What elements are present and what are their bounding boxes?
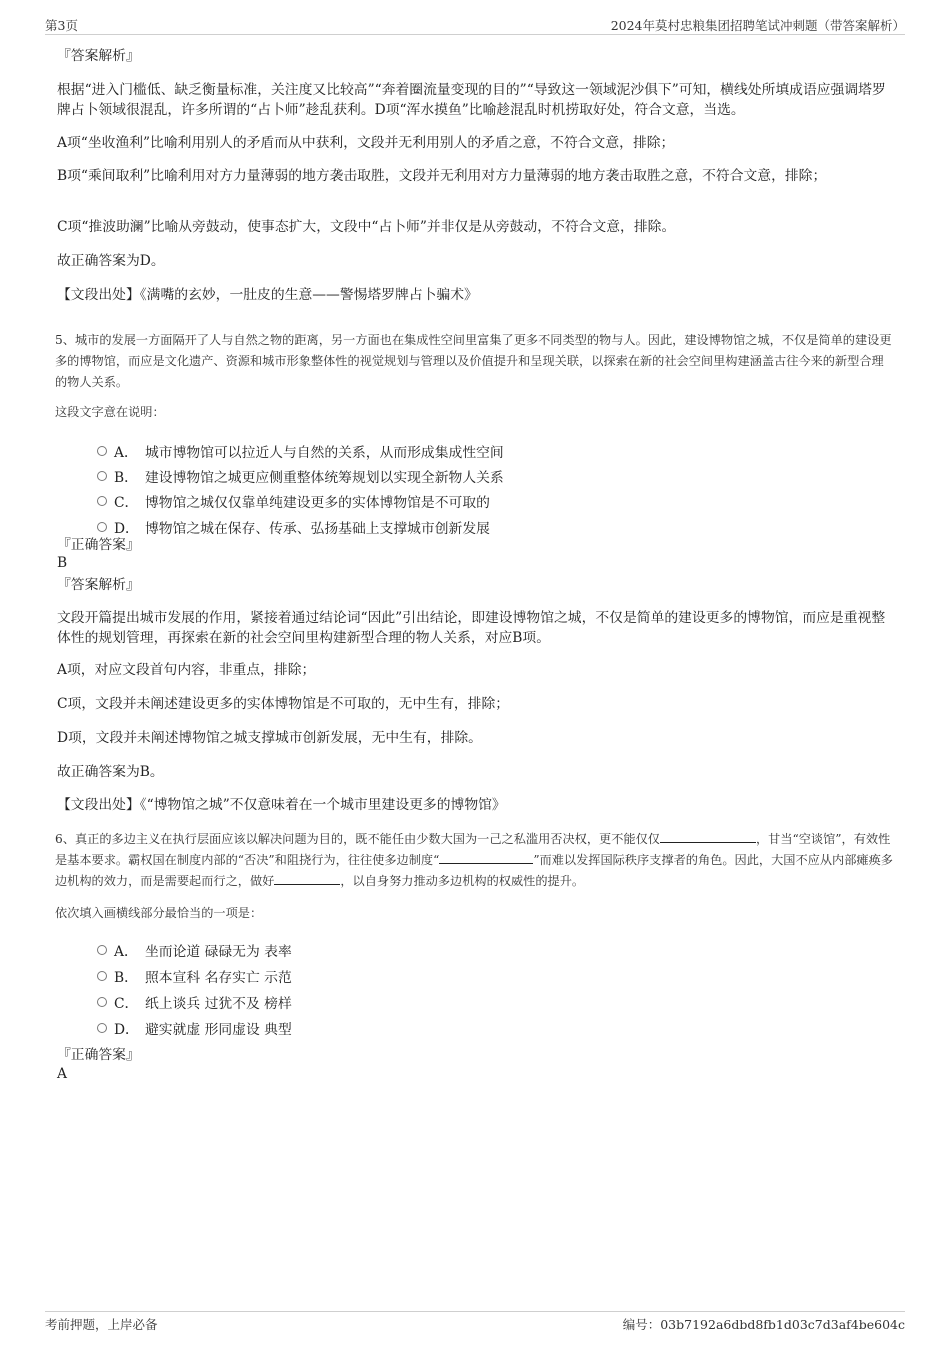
option-text: 博物馆之城在保存、传承、弘扬基础上支撑城市创新发展 xyxy=(145,521,490,537)
source-citation: 【文段出处】《“博物馆之城”不仅意味着在一个城市里建设更多的博物馆》 xyxy=(57,797,506,813)
option-d[interactable] xyxy=(97,1017,857,1039)
option-text: 照本宣科 名存实亡 示范 xyxy=(145,970,292,986)
option-letter: B． xyxy=(114,970,138,986)
page-footer xyxy=(45,1311,905,1333)
option-c[interactable] xyxy=(97,490,857,512)
analysis-paragraph: 文段开篇提出城市发展的作用，紧接着通过结论词“因此”引出结论，即建设博物馆之城，不仅是简单的建设更多的博物馆，而应是重视整体性的规划管理，再探索在新的社会空间里构建新型合理的物人关系，对应B项。 xyxy=(57,610,886,646)
option-b[interactable] xyxy=(97,465,857,487)
option-letter: A． xyxy=(114,445,138,461)
question-stem: 5、城市的发展一方面隔开了人与自然之物的距离，另一方面也在集成性空间里富集了更多不同类型的物与人。因此，建设博物馆之城，不仅是简单的建设更多的博物馆，而应是文化遗产、资源和城市形象整体性的视觉规划与管理以及价值提升和呈现关联，以探索在新的社会空间里构建涵盖古往今来的新型合理的物人关系。 xyxy=(55,333,892,389)
answer-value: A xyxy=(57,1066,67,1082)
source-citation: 【文段出处】《满嘴的玄妙，一肚皮的生意——警惕塔罗牌占卜骗术》 xyxy=(57,287,478,303)
stem-part: ，甘当“空谈馆”，有效性是基本要求。霸权国在制度内部的“否决”和阻挠行为，往往使多边制度“ xyxy=(55,832,891,867)
stem-part: ”而难以发挥国际秩序支撑者的角色。因此，大国不应从内部瘫痪多边机构的效力，而是需要起而行之，做好 xyxy=(55,853,893,888)
option-letter: D． xyxy=(114,521,139,537)
analysis-paragraph: D项，文段并未阐述博物馆之城支撑城市创新发展，无中生有，排除。 xyxy=(57,730,482,746)
stem-part: ，以自身努力推动多边机构的权威性的提升。 xyxy=(340,874,585,888)
fill-blank xyxy=(274,871,340,885)
analysis-paragraph: A项，对应文段首句内容，非重点，排除； xyxy=(57,662,316,678)
analysis-paragraph: B项“乘间取利”比喻利用对方力量薄弱的地方袭击取胜，文段并无利用对方力量薄弱的地方袭击取胜之意，不符合文意，排除； xyxy=(57,168,827,184)
fill-blank xyxy=(439,850,533,864)
option-text: 城市博物馆可以拉近人与自然的关系，从而形成集成性空间 xyxy=(145,445,504,461)
radio-button[interactable] xyxy=(97,496,107,506)
option-letter: C． xyxy=(114,996,139,1012)
analysis-paragraph: C项，文段并未阐述建设更多的实体博物馆是不可取的，无中生有，排除； xyxy=(57,696,510,712)
radio-button[interactable] xyxy=(97,1023,107,1033)
option-a[interactable] xyxy=(97,939,857,961)
option-letter: B． xyxy=(114,470,138,486)
analysis-conclusion: 故正确答案为D。 xyxy=(57,253,165,269)
analysis-paragraph: A项“坐收渔利”比喻利用别人的矛盾而从中获利，文段并无利用别人的矛盾之意，不符合文意，排除； xyxy=(57,135,675,151)
analysis-paragraph: 根据“进入门槛低、缺乏衡量标准，关注度又比较高”“奔着圈流量变现的目的”“导致这一领域泥沙俱下”可知，横线处所填成语应强调塔罗牌占卜领域很混乱，许多所谓的“占卜师”趁乱获利。D项“浑水摸鱼”比喻趁混乱时机捞取好处，符合文意，当选。 xyxy=(57,82,886,118)
page-header xyxy=(45,15,905,35)
answer-label: 『正确答案』 xyxy=(57,1047,140,1063)
stem-part: 6、真正的多边主义在执行层面应该以解决问题为目的，既不能任由少数大国为一己之私滥用否决权，更不能仅仅 xyxy=(55,832,660,846)
radio-button[interactable] xyxy=(97,522,107,532)
radio-button[interactable] xyxy=(97,945,107,955)
footer-slogan: 考前押题，上岸必备 xyxy=(45,1317,158,1332)
option-text: 博物馆之城仅仅靠单纯建设更多的实体博物馆是不可取的 xyxy=(145,495,490,511)
question-prompt: 依次填入画横线部分最恰当的一项是： xyxy=(55,906,263,920)
radio-button[interactable] xyxy=(97,997,107,1007)
option-a[interactable] xyxy=(97,440,857,462)
analysis-label: 『答案解析』 xyxy=(57,577,140,593)
page-number: 第3页 xyxy=(45,18,78,33)
document-title: 2024年莫村忠粮集团招聘笔试冲刺题（带答案解析） xyxy=(610,18,905,33)
option-text: 建设博物馆之城更应侧重整体统筹规划以实现全新物人关系 xyxy=(145,470,504,486)
answer-label: 『正确答案』 xyxy=(57,537,140,553)
option-text: 避实就虚 形同虚设 典型 xyxy=(145,1022,292,1038)
option-letter: D． xyxy=(114,1022,139,1038)
option-text: 纸上谈兵 过犹不及 榜样 xyxy=(145,996,292,1012)
document-id: 编号：03b7192a6dbd8fb1d03c7d3af4be604c xyxy=(622,1317,905,1332)
option-text: 坐而论道 碌碌无为 表率 xyxy=(145,944,292,960)
question-prompt: 这段文字意在说明： xyxy=(55,405,165,419)
analysis-conclusion: 故正确答案为B。 xyxy=(57,764,164,780)
option-c[interactable] xyxy=(97,991,857,1013)
radio-button[interactable] xyxy=(97,471,107,481)
question-stem xyxy=(55,829,895,892)
radio-button[interactable] xyxy=(97,446,107,456)
option-b[interactable] xyxy=(97,965,857,987)
fill-blank xyxy=(660,829,756,843)
option-letter: A． xyxy=(114,944,138,960)
analysis-label: 『答案解析』 xyxy=(57,48,140,64)
radio-button[interactable] xyxy=(97,971,107,981)
option-letter: C． xyxy=(114,495,139,511)
answer-value: B xyxy=(57,555,68,571)
analysis-paragraph: C项“推波助澜”比喻从旁鼓动，使事态扩大，文段中“占卜师”并非仅是从旁鼓动，不符合文意，排除。 xyxy=(57,219,676,235)
